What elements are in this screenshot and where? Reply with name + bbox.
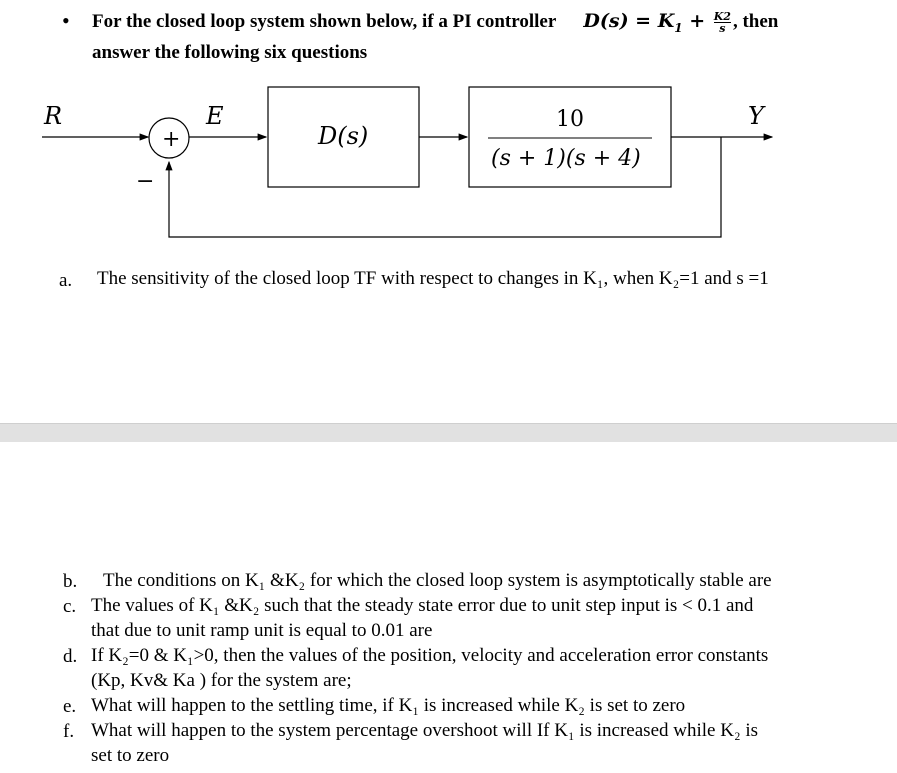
question-f-line-2: set to zero xyxy=(91,745,170,766)
feedback-sign: − xyxy=(136,169,155,194)
controller-sub1: 1 xyxy=(674,20,683,35)
block-diagram xyxy=(0,0,897,260)
plant-numerator: 10 xyxy=(556,107,584,132)
sum-sign: + xyxy=(162,127,181,152)
question-a-letter: a. xyxy=(59,270,73,291)
question-c-line-2: that due to unit ramp unit is equal to 0.01 are xyxy=(91,620,433,641)
question-d-line-2: (Kp, Kv& Ka ) for the system are; xyxy=(91,670,352,691)
frac-numerator: K2 xyxy=(713,9,731,23)
question-c-letter: c. xyxy=(63,596,77,617)
question-e-letter: e. xyxy=(63,696,77,717)
header-prefix: For the closed loop system shown below, if a PI controller xyxy=(92,11,556,32)
question-f-line-1: What will happen to the system percentage overshoot will If K₁ is increased while K₂ is xyxy=(91,720,758,741)
question-e-text: What will happen to the settling time, if K₁ is increased while K₂ is set to zero xyxy=(91,695,686,716)
header-suffix: , then xyxy=(732,11,779,32)
question-a-text: The sensitivity of the closed loop TF with respect to changes in K₁, when K₂=1 and s =1 xyxy=(97,268,769,289)
controller-plus: + xyxy=(682,10,712,32)
header-line-2: answer the following six questions xyxy=(92,42,368,63)
plant-block xyxy=(469,87,671,187)
plant-denominator: (s + 1)(s + 4) xyxy=(491,146,641,171)
question-d-letter: d. xyxy=(63,646,78,667)
controller-label: D(s) xyxy=(318,122,369,150)
input-label: R xyxy=(44,102,63,130)
controller-eq-left: D(s) = K xyxy=(583,10,675,32)
question-b-text: The conditions on K₁ &K₂ for which the closed loop system is asymptotically stable are xyxy=(103,570,772,591)
error-label: E xyxy=(206,102,224,130)
frac-denominator: s xyxy=(719,21,726,35)
question-b-letter: b. xyxy=(63,571,78,592)
bullet-point: • xyxy=(62,8,70,33)
output-label: Y xyxy=(748,102,764,130)
question-d-line-1: If K₂=0 & K₁>0, then the values of the position, velocity and acceleration error constants xyxy=(91,645,769,666)
page-divider xyxy=(0,423,897,442)
question-f-letter: f. xyxy=(63,721,75,742)
question-c-line-1: The values of K₁ &K₂ such that the steady state error due to unit step input is < 0.1 and xyxy=(91,595,754,616)
